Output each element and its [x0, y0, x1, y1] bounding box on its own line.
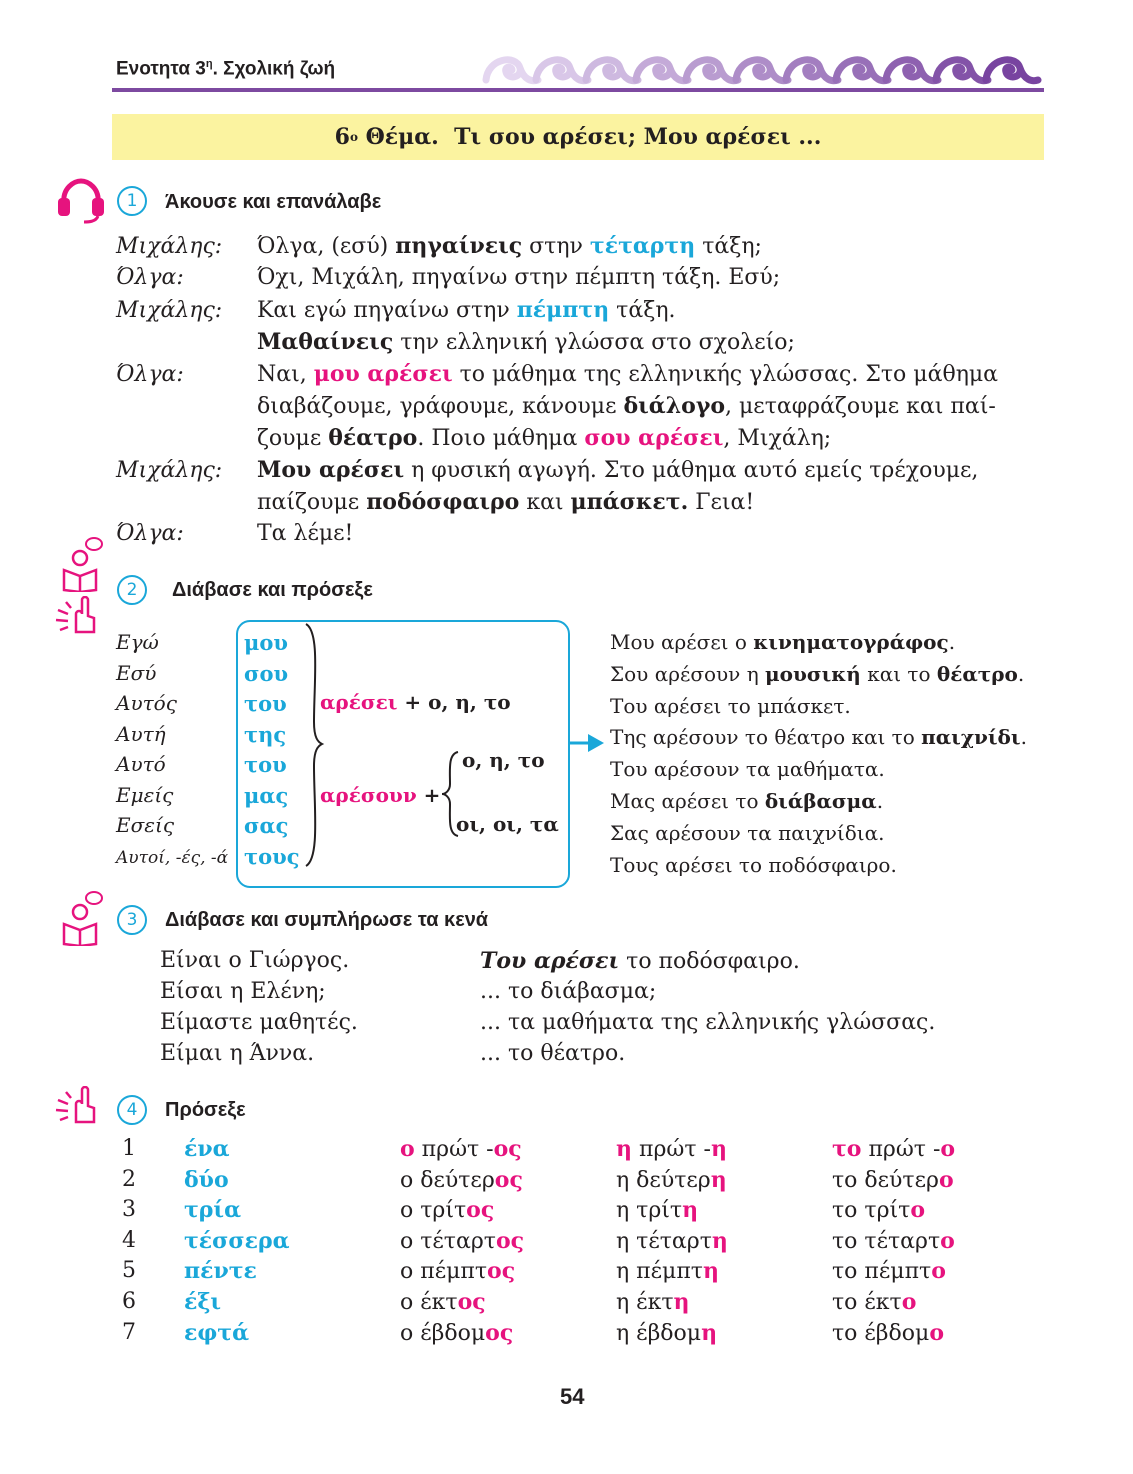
dialogue-text [257, 490, 754, 515]
text-segment: η τέταρτ [616, 1228, 712, 1254]
text-segment: ος [494, 1166, 523, 1193]
text-segment: πρώτ - [632, 1137, 711, 1162]
ordinal-neuter [832, 1320, 944, 1346]
fill-in-answer [480, 1010, 935, 1035]
text-segment: παίζουμε [257, 490, 367, 515]
example-sentence [610, 853, 897, 877]
speaker-name: Μιχάλης: [116, 234, 223, 259]
ordinal-masculine [400, 1197, 494, 1223]
text-segment: ... το διάβασμα; [480, 979, 657, 1004]
text-segment: η [616, 1136, 632, 1162]
wave-segment [636, 60, 688, 81]
text-segment: Της αρέσουν το θέατρο και το [610, 725, 922, 750]
clitic-pronoun: του [244, 691, 287, 716]
text-segment: ο [938, 1166, 954, 1193]
dialogue-text [257, 298, 676, 323]
option-plural: οι, οι, τα [456, 812, 559, 836]
row-number: 7 [122, 1319, 136, 1345]
wave-segment [886, 60, 938, 81]
text-segment: το [832, 1136, 862, 1162]
header-rule [112, 88, 1044, 92]
section-1-title: Άκουσε και επανάλαβε [165, 191, 382, 213]
speaker-name: Όλγα: [116, 521, 184, 546]
text-segment: η [710, 1136, 727, 1162]
text-segment: το έκτ [832, 1290, 902, 1315]
dialogue-line [116, 326, 795, 359]
dialogue-line [116, 230, 762, 263]
ordinal-masculine [400, 1320, 513, 1346]
text-segment: Μας αρέσει το [610, 789, 765, 813]
text-segment: Τους αρέσει το ποδόσφαιρο. [610, 852, 897, 877]
text-segment: τάξη; [695, 234, 762, 259]
text-segment: ο [940, 1227, 955, 1254]
section-3-title: Διάβασε και συμπλήρωσε τα κενά [165, 909, 489, 931]
text-segment: και το [860, 661, 937, 686]
pronoun: Αυτός [116, 691, 177, 715]
pointing-hand-icon [54, 596, 100, 636]
wave-segment [786, 60, 838, 81]
ordinal-feminine [616, 1197, 698, 1223]
text-segment: διαβάζουμε, γράφουμε, κάνουμε [257, 394, 624, 419]
clitic-pronoun: μας [244, 782, 289, 808]
text-segment: Του αρέσουν τα μαθήματα. [610, 757, 885, 782]
text-segment: . Ποιο μάθημα [417, 426, 585, 451]
text-segment: το τέταρτ [832, 1228, 941, 1254]
dialogue-text [257, 265, 780, 290]
cardinal-word: τρία [184, 1197, 242, 1224]
clitic-pronoun: μου [244, 630, 288, 655]
text-segment: πέμπτη [516, 297, 610, 323]
aresei-rule: αρέσει + ο, η, το [320, 690, 511, 714]
cardinal-word: έξι [184, 1289, 222, 1315]
cardinal-word: ένα [184, 1136, 230, 1162]
ordinal-neuter [832, 1258, 946, 1284]
example-sentence [610, 662, 1024, 686]
text-segment: και [519, 490, 571, 515]
example-sentence [610, 789, 883, 813]
section-1-number: 1 [117, 186, 147, 216]
text-segment: διάλογο [623, 393, 726, 419]
dialogue-line [116, 294, 676, 327]
dialogue-text [257, 521, 353, 546]
ordinal-feminine [616, 1167, 727, 1193]
text-segment: Του αρέσει [480, 948, 620, 974]
example-sentence [610, 694, 851, 718]
cardinal-word: εφτά [184, 1319, 250, 1346]
dialogue-line [116, 262, 780, 294]
row-number: 1 [122, 1136, 136, 1161]
fill-in-prompt: Είμαι η Άννα. [160, 1041, 315, 1066]
headphones-icon [56, 178, 106, 224]
text-segment: ος [466, 1197, 495, 1224]
example-sentence [610, 630, 955, 654]
ordinal-neuter [832, 1289, 916, 1315]
text-segment: στην [522, 234, 590, 259]
text-segment: ος [487, 1258, 516, 1285]
pronoun: Εγώ [116, 630, 159, 654]
wave-segment [836, 60, 888, 81]
text-segment: Μαθαίνεις [257, 329, 394, 355]
text-segment: ο [940, 1136, 956, 1162]
pronoun: Εσείς [116, 813, 175, 837]
text-segment: πρώτ - [861, 1137, 941, 1162]
pronoun: Εμείς [116, 782, 174, 807]
section-2-number: 2 [117, 575, 147, 605]
dialogue-line [116, 518, 353, 550]
text-segment: το έβδομ [832, 1320, 930, 1346]
speaker-name: Όλγα: [116, 362, 184, 387]
text-segment: Γεια! [688, 490, 755, 515]
reading-child-icon [58, 536, 104, 592]
fill-in-answer [480, 948, 800, 974]
text-segment: η [710, 1166, 727, 1193]
dialogue-line [116, 358, 998, 391]
text-segment: η [711, 1227, 728, 1254]
clitic-pronoun: σας [244, 813, 289, 838]
clitic-pronoun: σου [244, 660, 289, 686]
clitic-pronoun: της [244, 721, 287, 747]
text-segment: Σου αρέσουν η [610, 661, 766, 686]
section-4-title: Πρόσεξε [165, 1099, 246, 1121]
text-segment: τέταρτη [589, 233, 696, 259]
text-segment: παιχνίδι [921, 725, 1021, 750]
text-segment: Όλγα, (εσύ) [257, 234, 396, 259]
text-segment: την ελληνική γλώσσα στο σχολείο; [393, 330, 795, 355]
section-3-number: 3 [117, 905, 147, 935]
text-segment: Μου αρέσει [257, 457, 405, 483]
option-singular: ο, η, το [462, 748, 545, 772]
ordinal-feminine [616, 1320, 717, 1346]
pronoun: Αυτή [116, 721, 166, 746]
example-sentence [610, 757, 885, 781]
text-segment: ο τέταρτ [400, 1228, 496, 1254]
text-segment: ο [910, 1197, 925, 1224]
text-segment: ο [901, 1289, 917, 1315]
cardinal-word: δύο [184, 1166, 229, 1193]
text-segment: ος [493, 1136, 522, 1162]
section-4-number: 4 [117, 1095, 147, 1125]
clitic-pronoun: του [244, 752, 287, 777]
dialogue-text [257, 234, 762, 259]
text-segment: κινηματογράφος [753, 630, 949, 654]
ordinal-masculine [400, 1258, 515, 1284]
wave-segment [936, 60, 988, 81]
text-segment: ο τρίτ [400, 1198, 467, 1224]
text-segment: ο [929, 1319, 945, 1346]
text-segment: το τρίτ [832, 1198, 911, 1224]
text-segment: . [876, 789, 884, 813]
dialogue-text [257, 394, 996, 419]
dialogue-text [257, 426, 831, 451]
text-segment: μπάσκετ. [570, 489, 689, 515]
fill-in-prompt: Είσαι η Ελένη; [160, 979, 326, 1004]
text-segment: η φυσική αγωγή. Στο μάθημα αυτό εμείς τρέχουμε, [404, 458, 979, 483]
reading-child-icon [58, 890, 104, 946]
text-segment: το ποδόσφαιρο. [619, 949, 800, 974]
ordinal-neuter [832, 1228, 955, 1254]
text-segment: ος [485, 1319, 514, 1346]
text-segment: ζουμε [257, 426, 329, 451]
dialogue-line [116, 422, 831, 455]
text-segment: ο δεύτερ [400, 1167, 495, 1193]
text-segment: σου αρέσει [584, 425, 724, 451]
ordinal-feminine [616, 1258, 719, 1284]
text-segment: η [702, 1258, 719, 1285]
pointing-hand-icon [54, 1086, 100, 1126]
row-number: 4 [122, 1227, 136, 1253]
dialogue-text [257, 458, 978, 483]
dialogue-text [257, 362, 998, 387]
theme-banner: 6 ο Θέμα. Τι σου αρέσει; Μου αρέσει ... [112, 114, 1044, 160]
text-segment: ποδόσφαιρο [366, 489, 520, 515]
text-segment: Μου αρέσει ο [610, 630, 754, 654]
dialogue-line [116, 390, 996, 423]
fill-in-prompt: Είναι ο Γιώργος. [160, 948, 350, 973]
text-segment: ... το θέατρο. [480, 1041, 626, 1066]
dialogue-text [257, 330, 795, 355]
ordinal-neuter [832, 1136, 955, 1162]
text-segment: η τρίτ [616, 1198, 683, 1224]
text-segment: Ναι, [257, 362, 314, 387]
speaker-name: Όλγα: [116, 265, 184, 290]
text-segment: Του αρέσει το μπάσκετ. [610, 693, 851, 718]
section-2-title: Διάβασε και πρόσεξε [172, 579, 373, 601]
text-segment: θέατρο [328, 425, 418, 451]
text-segment: διάβασμα [764, 789, 877, 813]
text-segment: το δεύτερ [832, 1167, 939, 1193]
row-number: 5 [122, 1258, 136, 1284]
text-segment: ο [400, 1136, 415, 1162]
text-segment: η πέμπτ [616, 1259, 703, 1285]
fill-in-prompt: Είμαστε μαθητές. [160, 1010, 358, 1035]
text-segment: θέατρο [936, 661, 1018, 686]
ordinal-neuter [832, 1197, 925, 1223]
text-segment: ο έβδομ [400, 1320, 486, 1346]
row-number: 3 [122, 1197, 136, 1223]
unit-title: Ενοτητα $3^\eta$. Σχολική ζωή [116, 58, 336, 80]
example-sentence [610, 821, 884, 845]
text-segment: ο [931, 1258, 946, 1285]
text-segment: το πέμπτ [832, 1259, 932, 1285]
row-number: 2 [122, 1166, 136, 1192]
example-sentence [610, 725, 1027, 749]
text-segment: η έκτ [616, 1290, 674, 1315]
aresoun-rule: αρέσουν + [320, 783, 441, 807]
wave-segment [986, 60, 1038, 81]
wave-segment [536, 60, 588, 81]
ordinal-masculine [400, 1289, 486, 1315]
cardinal-word: τέσσερα [184, 1227, 290, 1254]
text-segment: Τα λέμε! [257, 521, 354, 546]
pronoun: Αυτό [116, 752, 166, 776]
text-segment: ... τα μαθήματα της ελληνικής γλώσσας. [480, 1010, 936, 1035]
row-number: 6 [122, 1289, 136, 1314]
text-segment: Και εγώ πηγαίνω στην [257, 298, 517, 323]
ordinal-feminine [616, 1289, 690, 1315]
ordinal-feminine [616, 1228, 728, 1254]
text-segment: η [701, 1319, 718, 1346]
pronoun: Εσύ [116, 660, 157, 685]
text-segment: μου αρέσει [313, 361, 453, 387]
text-segment: ος [495, 1227, 525, 1254]
text-segment: η έβδομ [616, 1320, 702, 1346]
text-segment: , Μιχάλη; [723, 426, 832, 451]
text-segment: το μάθημα της ελληνικής γλώσσας. Στο μάθημα [452, 362, 999, 387]
big-brace [300, 622, 330, 868]
text-segment: . [1017, 661, 1025, 686]
text-segment: ο πέμπτ [400, 1259, 488, 1285]
text-segment: Σας αρέσουν τα παιχνίδια. [610, 820, 885, 845]
ordinal-feminine [616, 1136, 727, 1162]
text-segment: πηγαίνεις [395, 233, 523, 259]
text-segment: η [682, 1197, 699, 1224]
text-segment: . [1020, 725, 1027, 750]
dialogue-line [116, 486, 754, 519]
decorative-wave-border-icon [478, 46, 1044, 88]
ordinal-neuter [832, 1167, 954, 1193]
wave-segment [586, 60, 638, 81]
cardinal-word: πέντε [184, 1258, 257, 1285]
text-segment: , μεταφράζουμε και παί- [725, 394, 996, 419]
fill-in-answer [480, 979, 656, 1004]
pronoun: Αυτοί, -ές, -ά [116, 847, 229, 868]
speaker-name: Μιχάλης: [116, 298, 223, 323]
fill-in-answer [480, 1041, 625, 1066]
text-segment: τάξη. [609, 298, 676, 323]
clitic-pronoun: τους [244, 843, 300, 869]
text-segment: η δεύτερ [616, 1167, 711, 1193]
ordinal-masculine [400, 1167, 523, 1193]
speaker-name: Μιχάλης: [116, 458, 223, 483]
ordinal-masculine [400, 1136, 522, 1162]
text-segment: ος [457, 1289, 486, 1315]
wave-segment [736, 60, 788, 81]
ordinal-masculine [400, 1228, 524, 1254]
text-segment: μουσική [765, 661, 861, 686]
text-segment: πρώτ - [414, 1137, 494, 1162]
text-segment: Όχι, Μιχάλη, πηγαίνω στην πέμπτη τάξη. Εσύ; [257, 265, 781, 290]
wave-segment [486, 60, 538, 81]
text-segment: η [673, 1289, 690, 1315]
wave-segment [686, 60, 738, 81]
page-number: 54 [560, 1384, 585, 1409]
text-segment: . [948, 630, 956, 654]
text-segment: ο έκτ [400, 1290, 458, 1315]
arrow-right-icon [570, 732, 606, 754]
dialogue-line [116, 454, 978, 487]
